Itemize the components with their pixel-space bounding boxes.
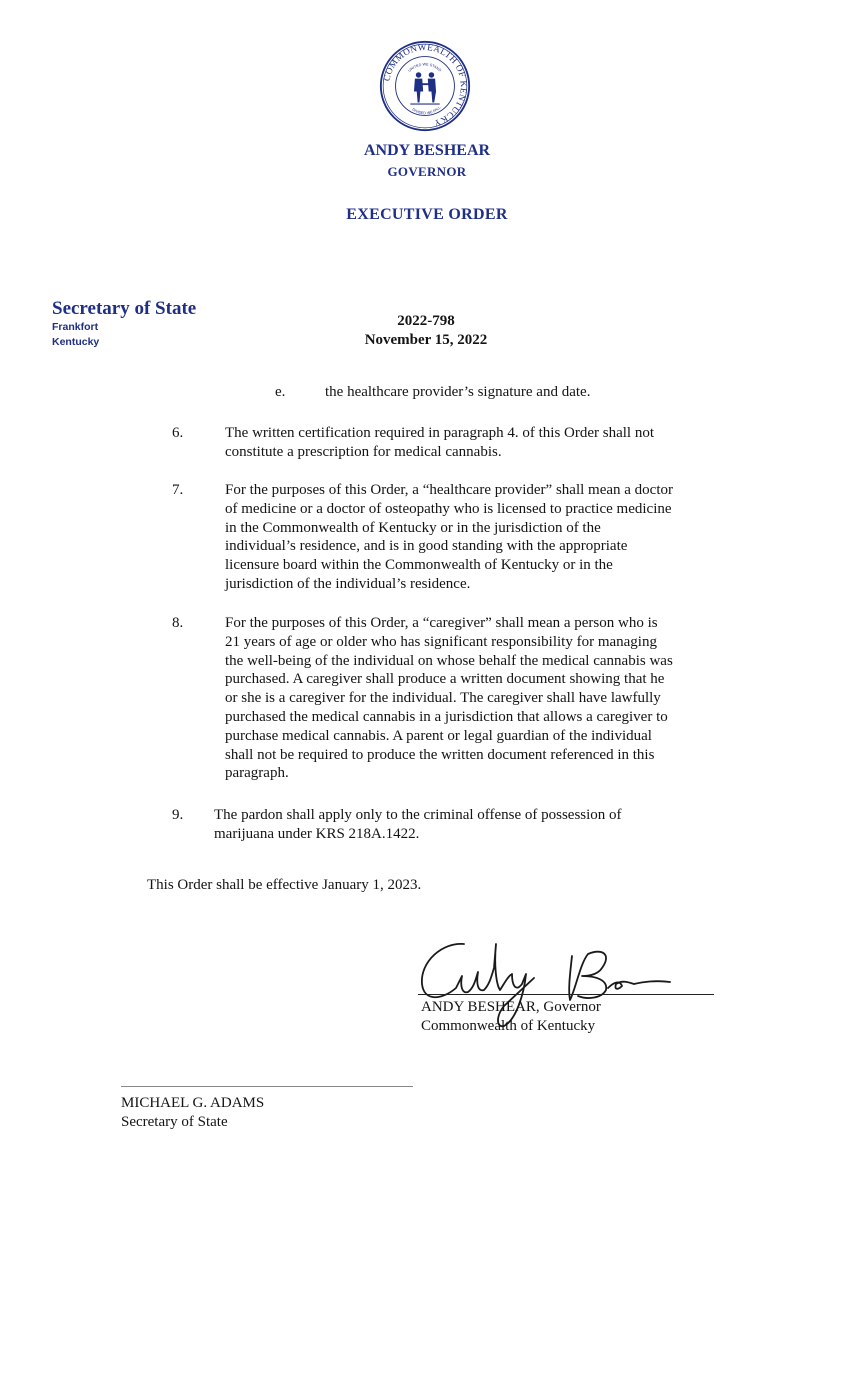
item-line: For the purposes of this Order, a “healthcare provider” shall mean a doctor [225,482,673,498]
effective-statement: This Order shall be effective January 1, 2023. [147,877,422,893]
item-line: constitute a prescription for medical cannabis. [225,443,502,460]
item-number: 8. [172,615,184,631]
item-line: purchase medical cannabis. A parent or legal guardian of the individual [225,727,652,744]
sos-city: Frankfort [52,321,99,333]
item-line: or she is a caregiver for the individual. The caregiver shall have lawfully [225,690,661,707]
item-line: For the purposes of this Order, a “caregiver” shall mean a person who is [225,615,658,631]
item-line: marijuana under KRS 218A.1422. [214,825,420,842]
order-meta [0,312,850,350]
document-type: EXECUTIVE ORDER [346,206,508,223]
item-line: shall not be required to produce the written document referenced in this [225,746,655,763]
item-line: purchased the medical cannabis in a jurisdiction that allows a caregiver to [225,708,668,725]
governor-signature-block [421,998,601,1036]
item-line: The written certification required in paragraph 4. of this Order shall not [225,425,655,441]
governor-signature-org: Commonwealth of Kentucky [421,1017,596,1034]
secretary-signature-block [121,1094,264,1132]
sos-title: Secretary of State [52,298,197,319]
secretary-signature-name: MICHAEL G. ADAMS [121,1095,265,1111]
seal-motto-top: UNITED WE STAND [407,62,443,73]
sub-item-marker: e. [275,384,286,400]
item-line: purchased. A caregiver shall produce a written document showing that he [225,671,665,688]
order-date: November 15, 2022 [364,332,488,348]
governor-signature-line [418,994,714,995]
item-line: paragraph. [225,765,289,782]
item-line: jurisdiction of the individual’s residence. [225,575,471,592]
sos-state: Kentucky [52,336,100,348]
secretary-signature-line [121,1086,413,1087]
governor-title: GOVERNOR [387,164,467,179]
item-line: licensure board within the Commonwealth of Kentucky or in the [225,557,613,574]
svg-text:UNITED WE STAND [407,62,442,72]
item-line: the well-being of the individual on whose behalf the medical cannabis was [225,652,673,669]
item-line: 21 years of age or older who has significant responsibility for managing [225,633,657,650]
item-line: of medicine or a doctor of osteopathy who is licensed to practice medicine [225,500,672,517]
order-number: 2022-798 [397,313,455,329]
secretary-signature-title: Secretary of State [121,1113,228,1130]
item-number: 9. [172,807,184,823]
item-line: in the Commonwealth of Kentucky or in the jurisdiction of the [225,519,601,536]
governor-signature-name: ANDY BESHEAR, Governor [421,999,601,1015]
item-line: The pardon shall apply only to the criminal offense of possession of [214,807,622,823]
seal-outer-text: COMMONWEALTH OF KENTUCKY [381,41,470,129]
item-number: 6. [172,425,184,441]
item-number: 7. [172,482,184,498]
item-line: individual’s residence, and is in good standing with the appropriate [225,538,628,555]
seal-motto-bottom: DIVIDED WE FALL [411,105,442,116]
governor-name: ANDY BESHEAR [363,142,491,159]
sub-item-text: the healthcare provider’s signature and date. [325,384,591,400]
state-seal-icon [379,40,471,132]
